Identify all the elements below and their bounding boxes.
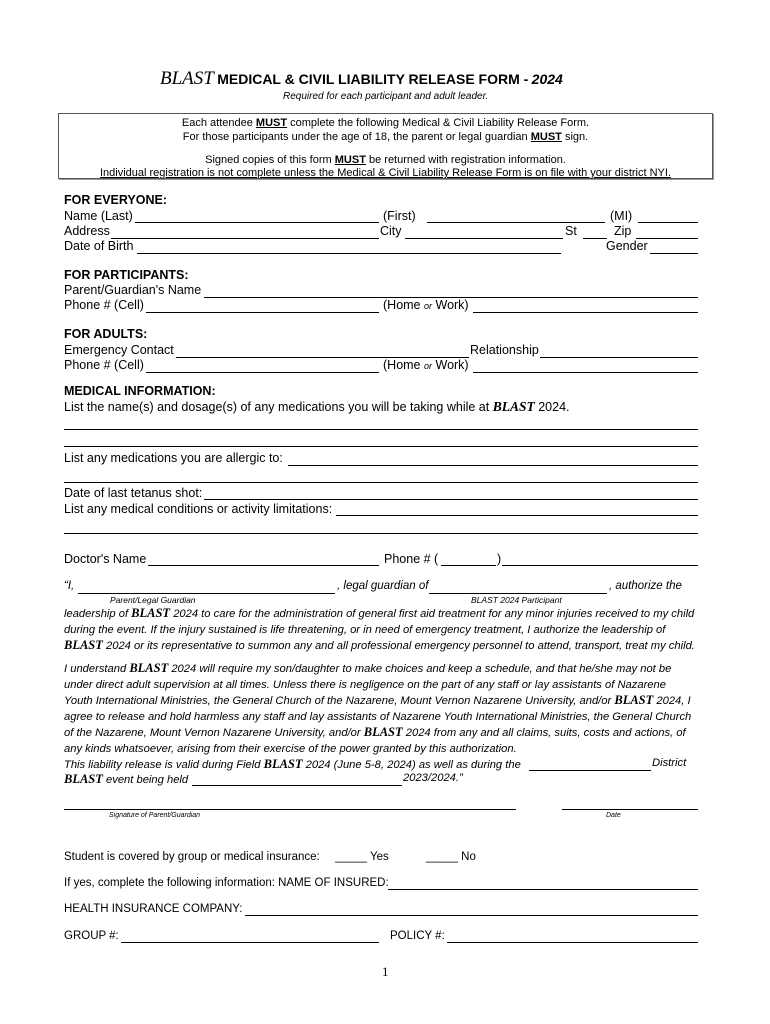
option-insurance-yes[interactable]: _____ Yes [335, 851, 389, 863]
field-dob[interactable] [137, 253, 561, 254]
notice-line-2: For those participants under the age of 18, the parent or legal guardian MUST sign. [182, 131, 589, 143]
label-doctor-phone-close: ) [497, 552, 502, 566]
section-adults-heading: FOR ADULTS: [64, 327, 148, 341]
field-gender[interactable] [650, 253, 698, 254]
field-doctor-area-code[interactable] [441, 565, 496, 566]
field-district[interactable] [529, 770, 651, 771]
field-name-of-insured[interactable] [388, 889, 698, 890]
label-tetanus: Date of last tetanus shot: [64, 486, 203, 500]
consent-guardian-of: , legal guardian of [337, 580, 429, 592]
label-guardian-name: Parent/Guardian's Name [64, 283, 202, 297]
label-dob: Date of Birth [64, 239, 134, 253]
notice-line-1: Each attendee MUST complete the following Medical & Civil Liability Release Form. [181, 117, 590, 129]
field-medications-line-2[interactable] [64, 446, 698, 447]
field-adult-phone-home[interactable] [473, 372, 698, 373]
label-relationship: Relationship [470, 343, 539, 357]
field-mi[interactable] [638, 222, 698, 223]
field-guardian-signature[interactable] [64, 809, 516, 810]
form-title: BLAST MEDICAL & CIVIL LIABILITY RELEASE FORM - 2024 [160, 68, 563, 89]
label-emergency-contact: Emergency Contact [64, 343, 174, 357]
field-state[interactable] [583, 238, 607, 239]
form-subtitle: Required for each participant and adult leader. [283, 91, 489, 102]
field-allergies-line-1[interactable] [288, 465, 698, 466]
field-conditions-line-1[interactable] [336, 515, 698, 516]
field-first-name[interactable] [427, 222, 605, 223]
option-insurance-no[interactable]: _____ No [426, 851, 476, 863]
consent-paragraph-1: leadership of BLAST 2024 to care for the administration of general first aid treatment for any minor injuries received to my child during the event. If the injury sustained is life threatening, or in need of emergency treatment, I authorize the leadership of BLAST 2024 or its representative to summon any and all professional emergency personnel to attend, transport, treat my child. [64, 606, 695, 652]
section-everyone-heading: FOR EVERYONE: [64, 193, 168, 207]
label-city: City [380, 224, 402, 238]
label-group-number: GROUP #: [64, 930, 119, 942]
field-relationship[interactable] [540, 357, 698, 358]
field-participant-consent-name[interactable] [429, 593, 607, 594]
page-number: 1 [382, 964, 389, 979]
section-participants-heading: FOR PARTICIPANTS: [64, 268, 189, 282]
consent-validity-line-2: BLAST event being held [64, 772, 189, 786]
consent-validity-line-1: This liability release is valid during Field BLAST 2024 (June 5-8, 2024) as well as during the [64, 757, 521, 771]
field-signature-date[interactable] [562, 809, 698, 810]
field-district-event-location[interactable] [192, 785, 402, 786]
section-medical-heading: MEDICAL INFORMATION: [64, 384, 216, 398]
caption-blast-participant: BLAST 2024 Participant [471, 595, 562, 605]
notice-line-3: Signed copies of this form MUST be returned with registration information. [205, 154, 566, 166]
consent-year: 2023/2024.” [403, 772, 463, 784]
label-adult-phone-cell: Phone # (Cell) [64, 358, 144, 372]
label-medications: List the name(s) and dosage(s) of any medications you will be taking while at BLAST 2024. [64, 399, 570, 414]
field-allergies-line-2[interactable] [64, 482, 698, 483]
field-participant-phone-cell[interactable] [146, 312, 379, 313]
field-doctor-phone[interactable] [502, 565, 698, 566]
label-first: (First) [383, 209, 416, 223]
field-doctor-name[interactable] [148, 565, 379, 566]
field-name-last[interactable] [135, 222, 379, 223]
label-insurance-covered: Student is covered by group or medical insurance: [64, 851, 320, 863]
label-doctor: Doctor's Name [64, 552, 147, 566]
field-tetanus[interactable] [204, 499, 698, 500]
consent-district: District [652, 757, 687, 769]
label-gender: Gender [606, 239, 648, 253]
consent-i: “I, [64, 580, 75, 592]
label-allergic: List any medications you are allergic to: [64, 451, 283, 465]
field-conditions-line-2[interactable] [64, 533, 698, 534]
label-policy-number: POLICY #: [390, 930, 445, 942]
field-policy-number[interactable] [447, 942, 698, 943]
notice-line-4: Individual registration is not complete unless the Medical & Civil Liability Release Form is on file with your district NYI. [99, 167, 671, 179]
caption-parent-legal-guardian: Parent/Legal Guardian [110, 595, 196, 605]
field-address[interactable] [111, 238, 379, 239]
label-mi: (MI) [610, 209, 633, 223]
label-address: Address [64, 224, 110, 238]
field-medications-line-1[interactable] [64, 429, 698, 430]
field-adult-phone-cell[interactable] [146, 372, 379, 373]
field-participant-phone-home[interactable] [473, 312, 698, 313]
label-zip: Zip [614, 224, 632, 238]
field-group-number[interactable] [121, 942, 379, 943]
label-insurance-company: HEALTH INSURANCE COMPANY: [64, 903, 243, 915]
label-st: St [565, 224, 577, 238]
caption-date: Date [606, 812, 621, 819]
label-participant-phone-home: (Home or Work) [383, 298, 469, 312]
field-guardian-consent-name[interactable] [78, 593, 335, 594]
notice-box [58, 113, 713, 179]
consent-paragraph-2: I understand BLAST 2024 will require my son/daughter to make choices and keep a schedule, and that he/she may not be under direct adult supervision at all times. Unless there is negligence on the part of any staff or lay assistants of Nazarene Youth International Ministries, the General Church of the Nazarene, Mount Vernon Nazarene University, and/or BLAST 2024, I agree to release and hold harmless any staff and lay assistants of Nazarene Youth International Ministries, the General Church of the Nazarene, Mount Vernon Nazarene University, and/or BLAST 2024 from any and all claims, suits, costs and actions, of any kinds whatsoever, arising from their exercise of the power granted by this authorization. [64, 661, 692, 755]
field-insurance-company[interactable] [245, 915, 698, 916]
label-name-of-insured: If yes, complete the following information: NAME OF INSURED: [64, 877, 389, 889]
label-conditions: List any medical conditions or activity limitations: [64, 502, 333, 516]
label-adult-phone-home: (Home or Work) [383, 358, 469, 372]
label-doctor-phone: Phone # ( [384, 552, 439, 566]
consent-authorize: , authorize the [609, 580, 682, 592]
caption-signature: Signature of Parent/Guardian [109, 812, 201, 819]
field-city[interactable] [405, 238, 563, 239]
brand-name: BLAST [160, 68, 214, 89]
label-name-last: Name (Last) [64, 209, 133, 223]
label-participant-phone-cell: Phone # (Cell) [64, 298, 144, 312]
